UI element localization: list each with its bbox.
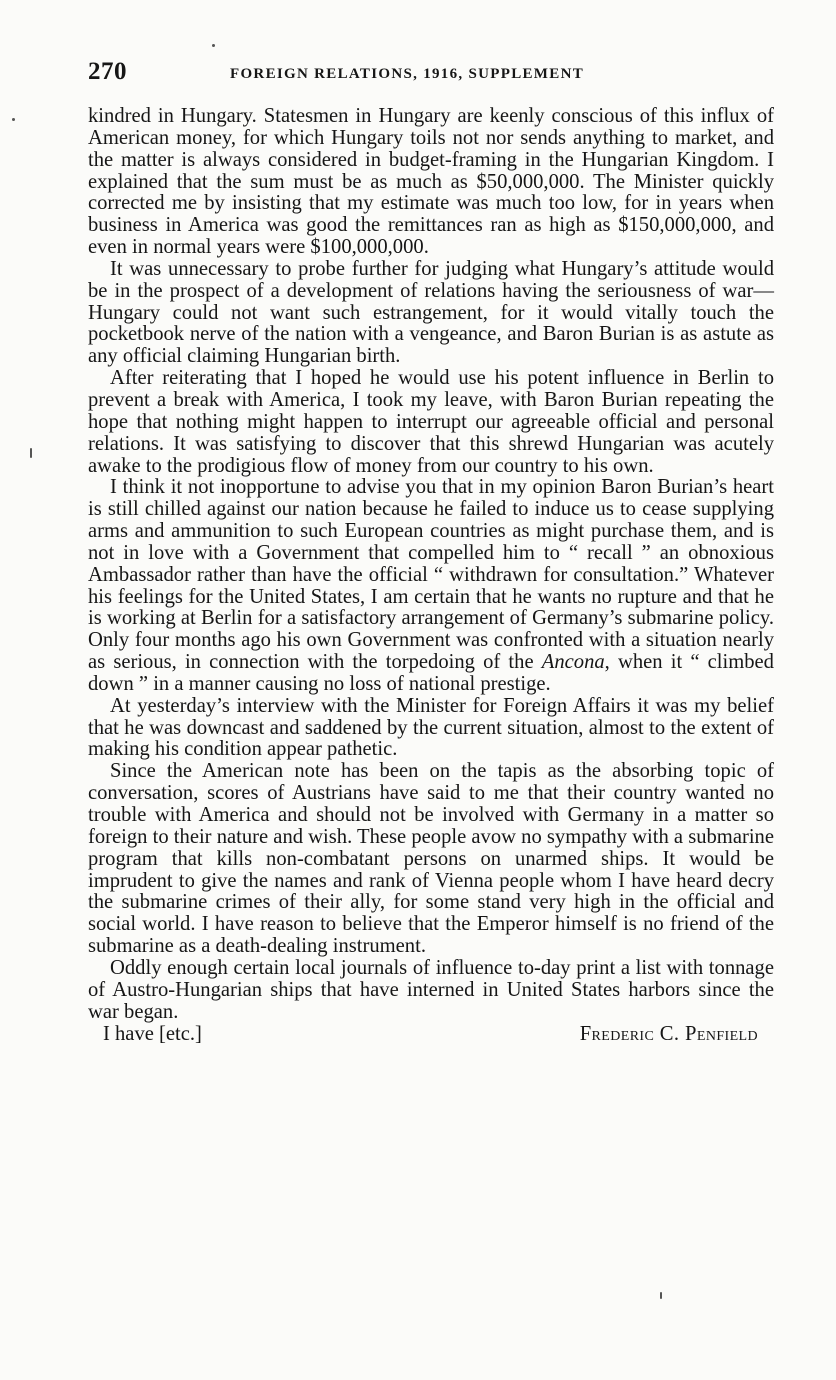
paragraph: Since the American note has been on the tapis as the absorbing topic of conversation, scores of Austrians have said to me that their country wanted no trouble with America and should not be involved with Germany in a matter so foreign to their nature and wish. These people avow no sympathy with a submarine program that kills non-combatant persons on unarmed ships. It would be imprudent to give the names and rank of Vienna people whom I have heard decry the submarine crimes of their ally, for some stand very high in the official and social world. I have reason to believe that the Emperor himself is no friend of the submarine as a death-dealing instrument. bbox=[88, 760, 774, 958]
paragraph bbox=[88, 477, 774, 695]
paragraph-text: I think it not inopportune to advise you that in my opinion Baron Burian’s heart is still chilled against our nation because he failed to induce us to cease supplying arms and ammunition to such European countries as might purchase them, and is not in love with a Government that compelled him to “ recall ” an obnoxious Ambassador rather than have the official “ withdrawn for consultation.” Whatever his feelings for the United States, I am certain that he wants no rupture and that he is working at Berlin for a satisfactory arrangement of Germany’s submarine policy. Only four months ago his own Government was confronted with a situation nearly as serious, in connection with the torpedoing of the bbox=[88, 476, 774, 674]
closing-salutation: I have [etc.] bbox=[103, 1023, 202, 1046]
scan-speck bbox=[660, 1292, 662, 1299]
paragraph-continued: kindred in Hungary. Statesmen in Hungary are keenly conscious of this influx of American money, for which Hungary toils not nor sends anything to market, and the matter is always considered in budget-framing in the Hungarian Kingdom. I explained that the sum must be as much as $50,000,000. The Minister quickly corrected me by insisting that my estimate was much too low, for in years when business in America was good the remittances ran as high as $150,000,000, and even in normal years were $100,000,000. bbox=[88, 105, 774, 259]
page-header bbox=[88, 58, 774, 92]
paragraph: After reiterating that I hoped he would use his potent influence in Berlin to prevent a break with America, I took my leave, with Baron Burian repeating the hope that nothing might happen to interrupt our agreeable official and personal relations. It was satisfying to discover that this shrewd Hungarian was acutely awake to the prodigious flow of money from our country to his own. bbox=[88, 367, 774, 477]
letter-closing bbox=[88, 1024, 774, 1046]
scan-speck bbox=[212, 44, 215, 47]
scan-speck bbox=[30, 448, 32, 458]
scan-speck bbox=[12, 118, 15, 121]
signature: Frederic C. Penfield bbox=[579, 1023, 758, 1046]
paragraph: At yesterday’s interview with the Minister for Foreign Affairs it was my belief that he was downcast and saddened by the current situation, almost to the extent of making his condition appear pathetic. bbox=[88, 694, 774, 761]
paragraph: It was unnecessary to probe further for judging what Hungary’s attitude would be in the prospect of a development of relations having the seriousness of war—Hungary could not want such estrangement, for it would vitally touch the pocketbook nerve of the nation with a vengeance, and Baron Burian is as astute as any official claiming Hungarian birth. bbox=[88, 257, 774, 368]
running-head: FOREIGN RELATIONS, 1916, SUPPLEMENT bbox=[230, 66, 585, 82]
letter-body bbox=[88, 106, 774, 1046]
paragraph-text: , when it “ climbed down ” in a manner causing no loss of national prestige. bbox=[88, 651, 774, 695]
paragraph: Oddly enough certain local journals of influence to-day print a list with tonnage of Austro-Hungarian ships that have interned in United States harbors since the war began. bbox=[88, 956, 774, 1023]
page-number: 270 bbox=[88, 58, 127, 85]
ship-name: Ancona bbox=[541, 651, 605, 674]
